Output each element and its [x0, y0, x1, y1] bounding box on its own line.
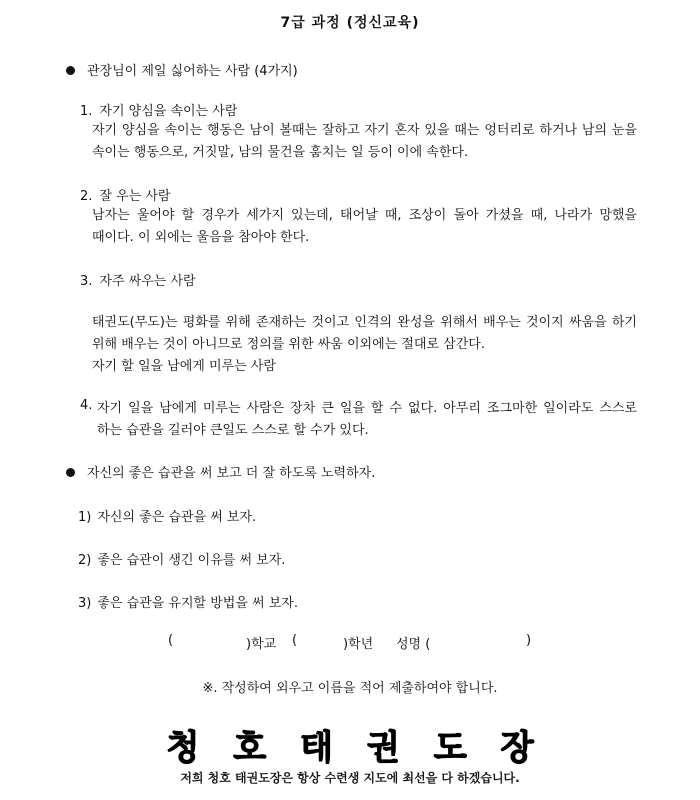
question-3 — [78, 592, 298, 611]
item-1-number: 1. — [80, 104, 93, 119]
dojang-name: 청호태권도장 — [166, 728, 568, 768]
bullet-icon — [66, 66, 75, 75]
question-3-text: 좋은 습관을 유지할 방법을 써 보자. — [97, 596, 298, 611]
grade-label: )학년 — [343, 637, 374, 652]
question-1-text: 자신의 좋은 습관을 써 보자. — [97, 510, 257, 525]
question-2 — [78, 549, 285, 568]
section2-heading-text: 자신의 좋은 습관을 써 보고 더 잘 하도록 노력하자. — [87, 466, 376, 481]
item-1-heading — [80, 100, 237, 119]
submission-note: ※. 작성하여 외우고 이름을 적어 제출하여야 합니다. — [202, 681, 498, 696]
school-open-paren: ( — [168, 633, 174, 648]
question-3-number: 3) — [78, 596, 92, 611]
footer-slogan: 저희 청호 태권도장은 항상 수련생 지도에 최선을 다 하겠습니다. — [180, 771, 520, 785]
item-3-title: 자주 싸우는 사람 — [99, 274, 196, 289]
name-close-paren: ) — [526, 633, 532, 648]
item-1-title: 자기 양심을 속이는 사람 — [99, 104, 238, 119]
item-3-number: 3. — [80, 274, 93, 289]
question-1 — [78, 506, 256, 525]
bullet-icon — [66, 468, 75, 477]
item-3-heading — [80, 270, 196, 289]
section2-heading — [66, 462, 375, 481]
item-2-number: 2. — [80, 189, 93, 204]
item-1-body: 자기 양심을 속이는 행동은 남이 볼때는 잘하고 자기 혼자 있을 때는 엉터리로 하거나 남의 눈을 속이는 행동으로, 거짓말, 남의 물건을 훔치는 일 등이 이에 속한다. — [92, 123, 637, 160]
question-1-number: 1) — [78, 510, 92, 525]
item-3-body-extra: 자기 할 일을 남에게 미루는 사람 — [92, 359, 276, 374]
question-2-number: 2) — [78, 553, 92, 568]
question-2-text: 좋은 습관이 생긴 이유를 써 보자. — [97, 553, 286, 568]
section1-heading — [66, 60, 298, 79]
item-2-body: 남자는 울어야 할 경우가 세가지 있는데, 태어날 때, 조상이 돌아 가셨을 때, 나라가 망했을 때이다. 이 외에는 울음을 참아야 한다. — [92, 208, 637, 245]
item-4-body: 자기 일을 남에게 미루는 사람은 장차 큰 일을 할 수 없다. 아무리 조그마한 일이라도 스스로 하는 습관을 길러야 큰일도 스스로 할 수가 있다. — [97, 401, 637, 438]
item-3-body: 태권도(무도)는 평화를 위해 존재하는 것이고 인격의 완성을 위해서 배우는 것이지 싸움을 하기 위해 배우는 것이 아니므로 정의를 위한 싸움 이외에는 절대로 삼간다. — [92, 315, 637, 352]
page-title: 7급 과정 (정신교육) — [280, 15, 420, 31]
grade-open-paren: ( — [292, 633, 298, 648]
section1-heading-text: 관장님이 제일 싫어하는 사람 (4가지) — [87, 64, 298, 79]
item-2-title: 잘 우는 사람 — [99, 189, 171, 204]
item-2-heading — [80, 185, 170, 204]
item-4-number: 4. — [80, 398, 93, 413]
school-label: )학교 — [246, 637, 277, 652]
name-label: 성명 ( — [396, 637, 431, 652]
